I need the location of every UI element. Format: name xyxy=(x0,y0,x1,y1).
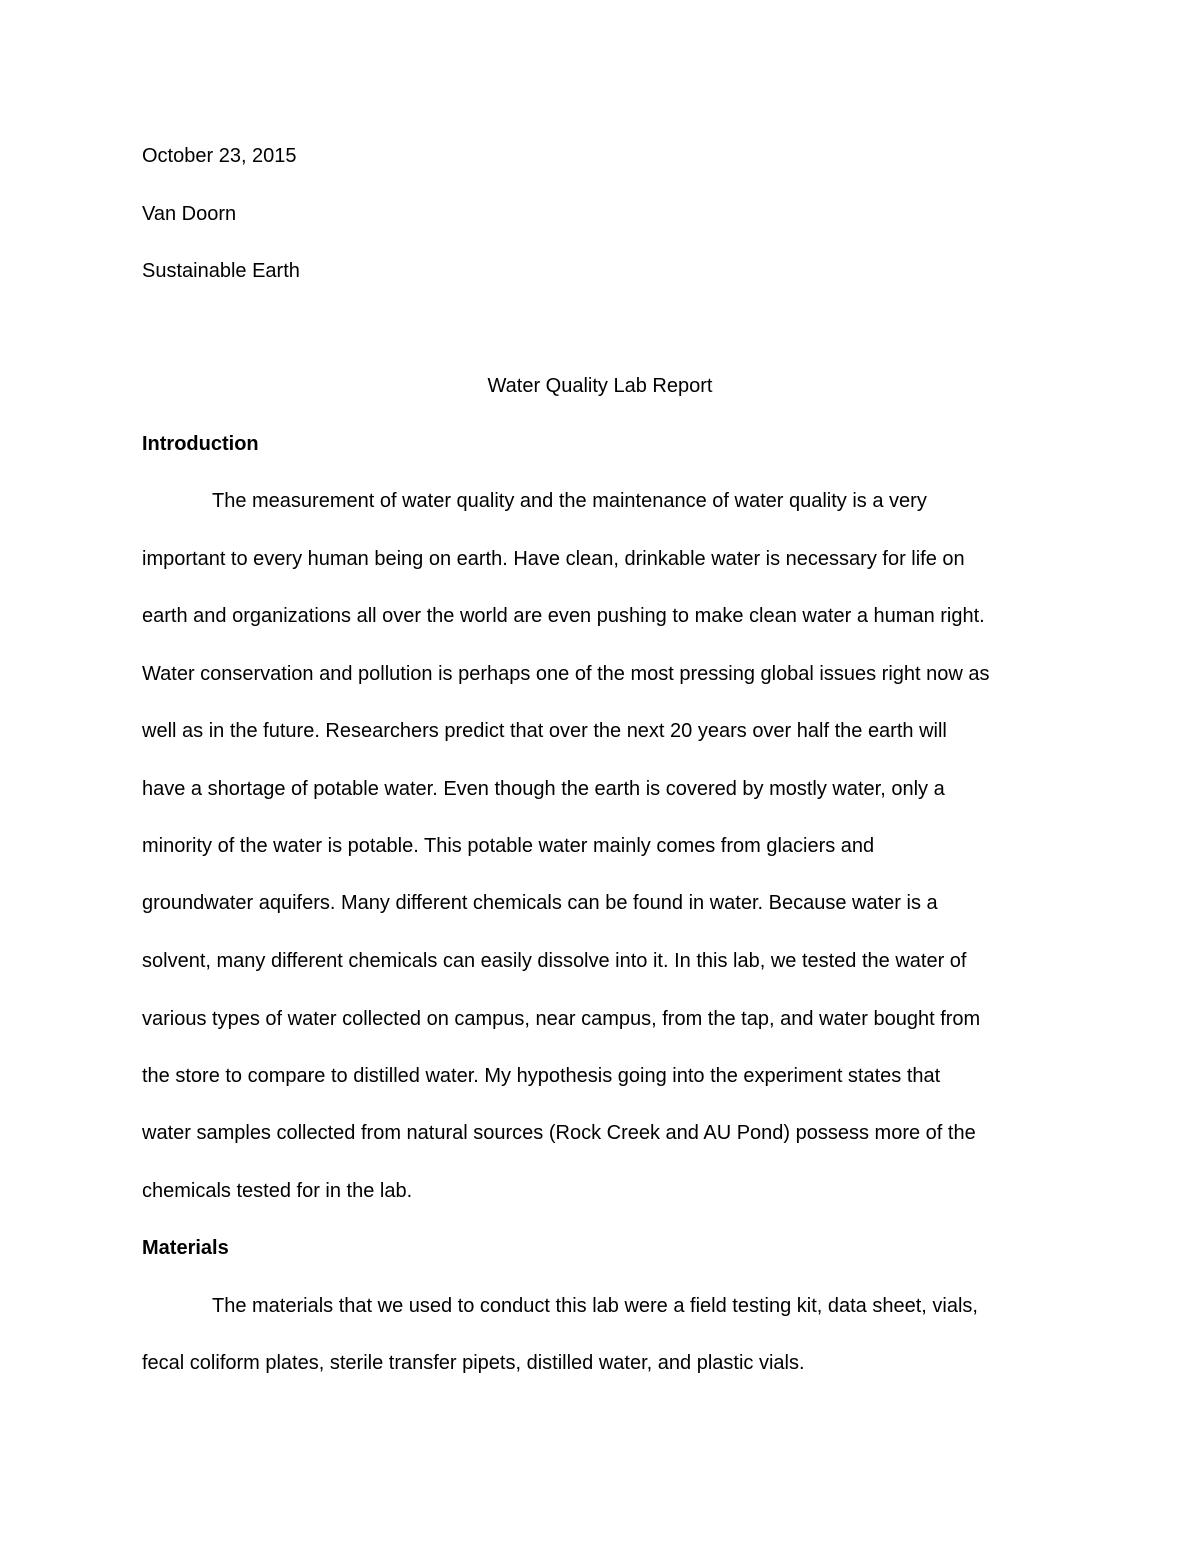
section-heading-materials: Materials xyxy=(142,1237,229,1259)
paragraph-line: fecal coliform plates, sterile transfer pipets, distilled water, and plastic vials. xyxy=(142,1352,805,1374)
paragraph-line: groundwater aquifers. Many different chemicals can be found in water. Because water is a xyxy=(142,892,938,914)
header-date: October 23, 2015 xyxy=(142,145,297,167)
paragraph-line: the store to compare to distilled water. My hypothesis going into the experiment states that xyxy=(142,1065,941,1087)
document-title: Water Quality Lab Report xyxy=(487,375,713,397)
paragraph-line: chemicals tested for in the lab. xyxy=(142,1180,413,1202)
paragraph-line: Water conservation and pollution is perhaps one of the most pressing global issues right now as xyxy=(142,663,990,685)
paragraph-line: solvent, many different chemicals can easily dissolve into it. In this lab, we tested the water of xyxy=(142,950,967,972)
section-heading-introduction: Introduction xyxy=(142,433,259,455)
paragraph-line: various types of water collected on campus, near campus, from the tap, and water bought from xyxy=(142,1008,981,1030)
paragraph-line: earth and organizations all over the world are even pushing to make clean water a human right. xyxy=(142,605,985,627)
paragraph-line: water samples collected from natural sources (Rock Creek and AU Pond) possess more of the xyxy=(142,1122,976,1144)
paragraph-line: minority of the water is potable. This potable water mainly comes from glaciers and xyxy=(142,835,875,857)
paragraph-line: well as in the future. Researchers predict that over the next 20 years over half the earth will xyxy=(142,720,947,742)
paragraph-line: The materials that we used to conduct this lab were a field testing kit, data sheet, vials, xyxy=(212,1295,978,1317)
paragraph-line: have a shortage of potable water. Even though the earth is covered by mostly water, only a xyxy=(142,778,945,800)
header-course: Sustainable Earth xyxy=(142,260,300,282)
paragraph-line: important to every human being on earth. Have clean, drinkable water is necessary for life on xyxy=(142,548,965,570)
paragraph-line: The measurement of water quality and the maintenance of water quality is a very xyxy=(212,490,927,512)
header-name: Van Doorn xyxy=(142,203,237,225)
